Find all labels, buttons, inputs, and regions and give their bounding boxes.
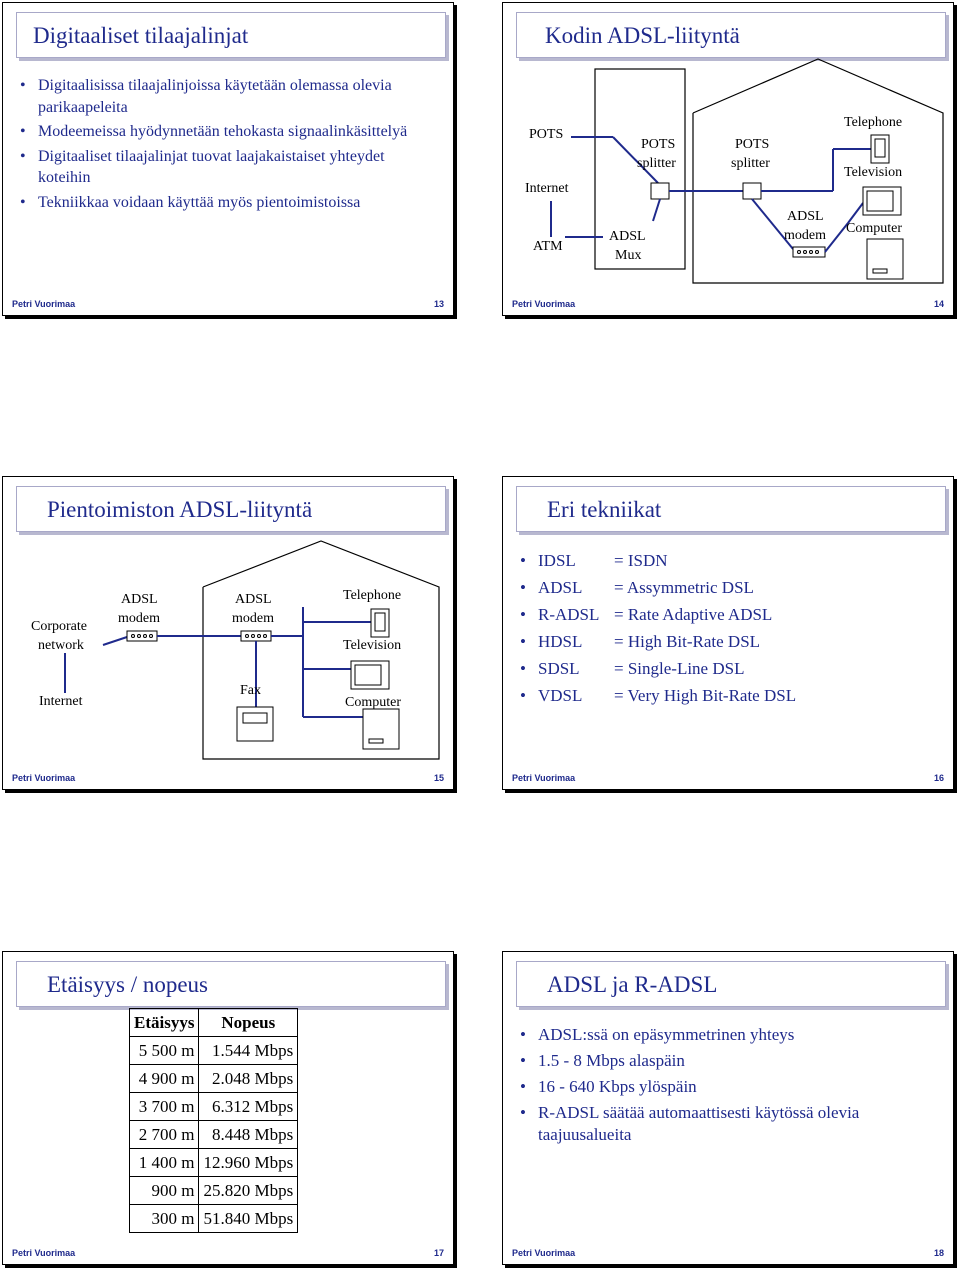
fax-label: Fax <box>240 683 261 698</box>
list-item: • R-ADSL = Rate Adaptive ADSL <box>516 601 936 628</box>
corporate-network-label: network <box>38 638 84 653</box>
table-row <box>130 1037 298 1065</box>
column-header: Nopeus <box>199 1009 298 1037</box>
list-item: • VDSL = Very High Bit-Rate DSL <box>516 682 936 709</box>
television-label: Television <box>343 638 402 653</box>
pots-splitter-label: splitter <box>637 156 676 171</box>
table-cell: 2.048 Mbps <box>199 1065 298 1093</box>
bullet-item: • ADSL:ssä on epäsymmetrinen yhteys <box>516 1024 936 1046</box>
bullet-item: • 16 - 640 Kbps ylöspäin <box>516 1076 936 1098</box>
slide-title: ADSL ja R-ADSL <box>547 972 718 997</box>
table-cell: 2 700 m <box>130 1121 199 1149</box>
table-row <box>130 1205 298 1233</box>
footer-author: Petri Vuorimaa <box>12 773 76 783</box>
table-cell: 8.448 Mbps <box>199 1121 298 1149</box>
slide-title: Digitaaliset tilaajalinjat <box>33 23 249 48</box>
slide-title: Eri tekniikat <box>547 497 662 522</box>
table-row <box>130 1065 298 1093</box>
slide-17 <box>2 951 454 1265</box>
pots-splitter-icon <box>743 183 761 199</box>
bullet-item: • Tekniikkaa voidaan käyttää myös pientoimistoissa <box>16 192 436 214</box>
telephone-label: Telephone <box>844 115 903 130</box>
slide-18 <box>502 951 954 1265</box>
slide-title: Pientoimiston ADSL-liityntä <box>47 497 313 522</box>
table-cell: 25.820 Mbps <box>199 1177 298 1205</box>
bullet-item: • R-ADSL säätää automaattisesti käytössä olevia taajuusalueita <box>516 1102 936 1146</box>
slide-13 <box>2 2 454 316</box>
technology-list <box>516 547 936 709</box>
bullet-item: • Digitaaliset tilaajalinjat tuovat laajakaistaiset yhteydet koteihin <box>16 146 436 189</box>
table-cell: 300 m <box>130 1205 199 1233</box>
pots-splitter-label: splitter <box>731 156 770 171</box>
slide-number: 17 <box>433 1248 444 1258</box>
list-item: • HDSL = High Bit-Rate DSL <box>516 628 936 655</box>
slide-title: Etäisyys / nopeus <box>47 972 208 997</box>
slide-16 <box>502 476 954 790</box>
table-row <box>130 1177 298 1205</box>
slide-number: 15 <box>433 773 444 783</box>
corporate-network-label: Corporate <box>31 619 87 634</box>
pots-label: POTS <box>529 127 564 142</box>
adsl-modem-label: ADSL <box>787 209 824 224</box>
home-adsl-diagram <box>503 3 955 317</box>
adsl-modem-label: modem <box>784 228 826 243</box>
table-row <box>130 1121 298 1149</box>
adsl-mux-label: Mux <box>615 248 642 263</box>
slide-number: 16 <box>933 773 944 783</box>
table-row <box>130 1149 298 1177</box>
internet-label: Internet <box>39 694 83 709</box>
slide-number: 18 <box>933 1248 944 1258</box>
table-cell: 3 700 m <box>130 1093 199 1121</box>
bullet-list <box>16 75 436 216</box>
bullet-item: • Digitaalisissa tilaajalinjoissa käytetään olemassa olevia parikaapeleita <box>16 75 436 118</box>
adsl-modem-label: ADSL <box>235 592 272 607</box>
computer-label: Computer <box>345 695 401 710</box>
bullet-list <box>516 1024 936 1150</box>
table-cell: 12.960 Mbps <box>199 1149 298 1177</box>
table-header-row <box>130 1009 298 1037</box>
footer-author: Petri Vuorimaa <box>512 1248 576 1258</box>
table-cell: 4 900 m <box>130 1065 199 1093</box>
table-cell: 5 500 m <box>130 1037 199 1065</box>
footer-author: Petri Vuorimaa <box>512 773 576 783</box>
footer-author: Petri Vuorimaa <box>512 299 576 309</box>
atm-label: ATM <box>533 239 563 254</box>
pots-splitter-label: POTS <box>641 137 676 152</box>
footer-author: Petri Vuorimaa <box>12 1248 76 1258</box>
slide-title: Kodin ADSL-liityntä <box>545 23 740 48</box>
list-item: • IDSL = ISDN <box>516 547 936 574</box>
bullet-item: • Modeemeissa hyödynnetään tehokasta signaalinkäsittelyä <box>16 121 436 143</box>
table-cell: 1 400 m <box>130 1149 199 1177</box>
table-cell: 51.840 Mbps <box>199 1205 298 1233</box>
table-cell: 6.312 Mbps <box>199 1093 298 1121</box>
bullet-item: • 1.5 - 8 Mbps alaspäin <box>516 1050 936 1072</box>
adsl-modem-label: modem <box>118 611 160 626</box>
table-cell: 1.544 Mbps <box>199 1037 298 1065</box>
distance-speed-table <box>129 1008 298 1233</box>
slide-number: 14 <box>933 299 944 309</box>
pots-splitter-icon <box>651 183 669 199</box>
footer-author: Petri Vuorimaa <box>12 299 76 309</box>
table-row <box>130 1093 298 1121</box>
adsl-modem-label: ADSL <box>121 592 158 607</box>
telephone-label: Telephone <box>343 588 402 603</box>
internet-label: Internet <box>525 181 569 196</box>
slide-15 <box>2 476 454 790</box>
slide-14 <box>502 2 954 316</box>
list-item: • ADSL = Assymmetric DSL <box>516 574 936 601</box>
table-cell: 900 m <box>130 1177 199 1205</box>
fax-icon <box>237 707 273 741</box>
column-header: Etäisyys <box>130 1009 199 1037</box>
television-label: Television <box>844 165 903 180</box>
adsl-modem-label: modem <box>232 611 274 626</box>
slide-number: 13 <box>433 299 444 309</box>
computer-label: Computer <box>846 221 902 236</box>
pots-splitter-label: POTS <box>735 137 770 152</box>
adsl-mux-label: ADSL <box>609 229 646 244</box>
list-item: • SDSL = Single-Line DSL <box>516 655 936 682</box>
